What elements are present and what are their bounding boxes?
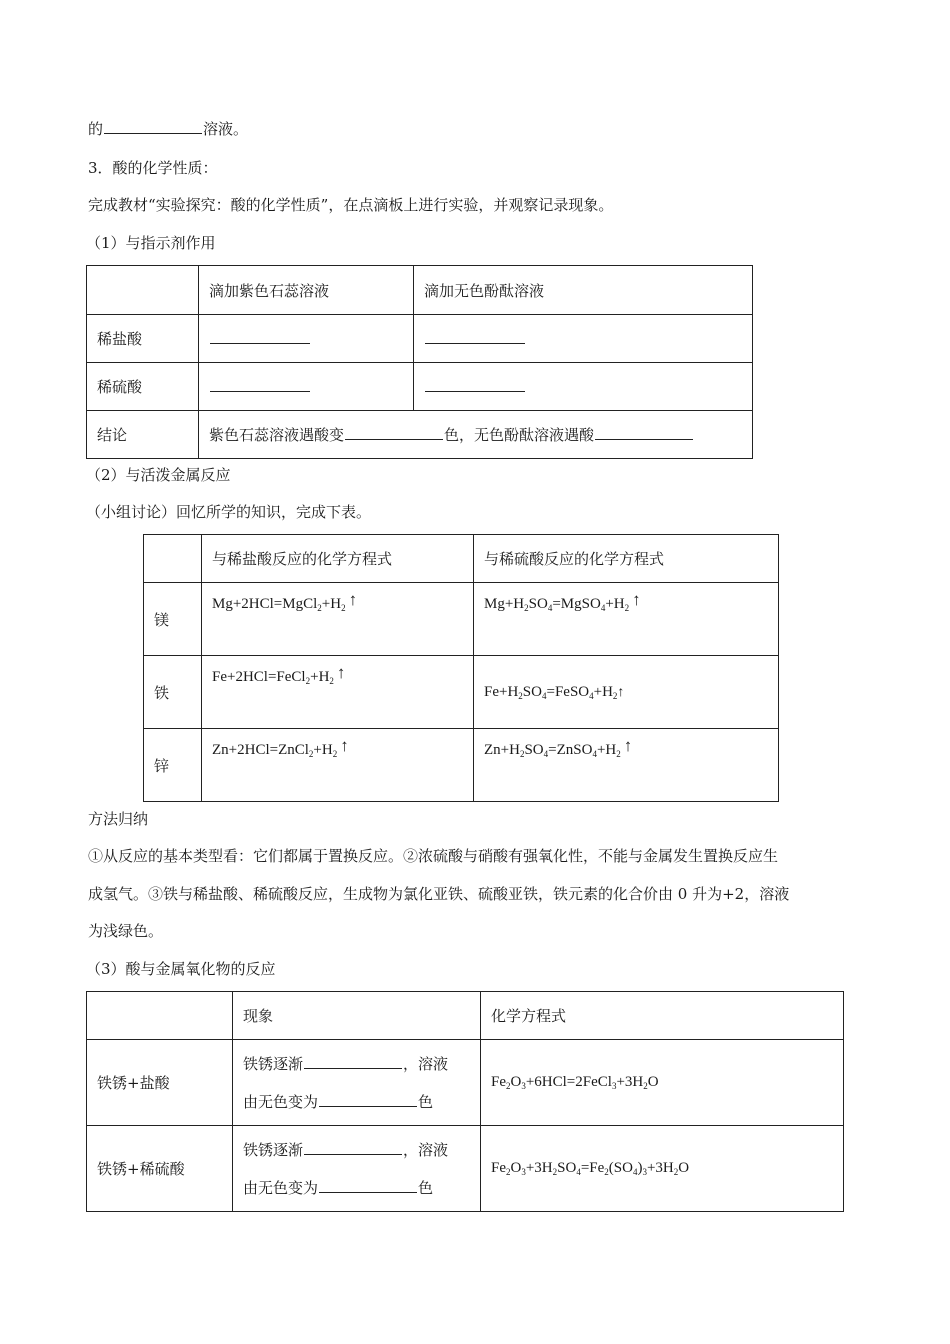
conclusion-text-b: 色，无色酚酞溶液遇酸 [444,426,595,444]
answer-cell [414,363,753,411]
column-header: 滴加无色酚酞溶液 [414,266,753,315]
conclusion-cell [199,411,753,459]
metal-label: 铁 [144,656,202,729]
answer-cell [414,315,753,363]
answer-blank[interactable] [104,119,202,134]
equation-fe2o3-h2so4: $Fe_2O_3+3H_2SO_4=Fe_2(SO_4)_3+3H_2O$ [481,1126,844,1212]
equation-mg-h2so4: $Mg+H_2SO_4=MgSO_4+H_2$ ↑ [474,583,779,656]
phenomenon-text: 由无色变为 [243,1092,319,1111]
metal-label: 锌 [144,729,202,802]
answer-cell [199,315,414,363]
subsection-title-2: （2）与活泼金属反应 [86,466,231,484]
phenomenon-text: 由无色变为 [243,1178,319,1197]
intro-text: 完成教材“实验探究：酸的化学性质”，在点滴板上进行实验，并观察记录现象。 [88,196,614,214]
column-header: 现象 [233,992,481,1040]
answer-blank[interactable] [304,1140,402,1155]
answer-blank[interactable] [425,377,525,392]
row-label: 稀盐酸 [87,315,199,363]
answer-blank[interactable] [210,329,310,344]
phenomenon-text: 铁锈逐渐 [243,1140,304,1159]
row-label: 稀硫酸 [87,363,199,411]
answer-blank[interactable] [210,377,310,392]
phenomenon-text: 色 [418,1178,434,1197]
table-cell-empty [144,535,202,583]
reaction-label: 铁锈+盐酸 [87,1040,233,1126]
metal-label: 镁 [144,583,202,656]
equation-fe-h2so4: $Fe+H_2SO_4=FeSO_4+H_2↑$ [474,656,779,729]
method-line: 为浅绿色。 [88,922,164,940]
answer-blank[interactable] [304,1054,402,1069]
column-header: 化学方程式 [481,992,844,1040]
answer-blank[interactable] [595,425,693,440]
method-line: 成氢气。③铁与稀盐酸、稀硫酸反应，生成物为氯化亚铁、硫酸亚铁，铁元素的化合价由 0 升为+2，溶液 [88,885,790,903]
answer-blank[interactable] [319,1092,417,1107]
phenomenon-text: 铁锈逐渐 [243,1054,304,1073]
row-label: 结论 [87,411,199,459]
equation-fe2o3-hcl: $Fe_2O_3+6HCl=2FeCl_3+3H_2O$ [481,1040,844,1126]
conclusion-text-a: 紫色石蕊溶液遇酸变 [209,426,345,444]
metal-reaction-table [143,534,779,802]
answer-blank[interactable] [345,425,443,440]
table-cell-empty [87,266,199,315]
method-line: ①从反应的基本类型看：它们都属于置换反应。②浓硫酸与硝酸有强氧化性，不能与金属发生置换反应生 [88,847,779,865]
subsection-title-3: （3）酸与金属氧化物的反应 [86,960,276,978]
equation-mg-hcl: $Mg+2HCl=MgCl_2+H_2$ ↑ [202,583,474,656]
phenomenon-text: ，溶液 [403,1054,449,1073]
equation-zn-hcl: $Zn+2HCl=ZnCl_2+H_2$ ↑ [202,729,474,802]
fill-prefix: 的 [88,120,104,138]
group-discussion-text: （小组讨论）回忆所学的知识，完成下表。 [86,503,372,521]
answer-blank[interactable] [319,1178,417,1193]
reaction-label: 铁锈+稀硫酸 [87,1126,233,1212]
fill-sentence [88,119,248,139]
fill-suffix: 溶液。 [203,120,249,138]
phenomenon-cell [233,1040,481,1126]
column-header: 与稀盐酸反应的化学方程式 [202,535,474,583]
indicator-table [86,265,753,459]
phenomenon-text: 色 [418,1092,434,1111]
metal-oxide-table [86,991,844,1212]
equation-fe-hcl: $Fe+2HCl=FeCl_2+H_2$ ↑ [202,656,474,729]
column-header: 滴加紫色石蕊溶液 [199,266,414,315]
phenomenon-cell [233,1126,481,1212]
section-title: 3．酸的化学性质： [88,159,218,177]
table-cell-empty [87,992,233,1040]
phenomenon-text: ，溶液 [403,1140,449,1159]
equation-zn-h2so4: $Zn+H_2SO_4=ZnSO_4+H_2$ ↑ [474,729,779,802]
answer-blank[interactable] [425,329,525,344]
answer-cell [199,363,414,411]
column-header: 与稀硫酸反应的化学方程式 [474,535,779,583]
subsection-title-1: （1）与指示剂作用 [86,234,216,252]
method-title: 方法归纳 [88,810,149,828]
